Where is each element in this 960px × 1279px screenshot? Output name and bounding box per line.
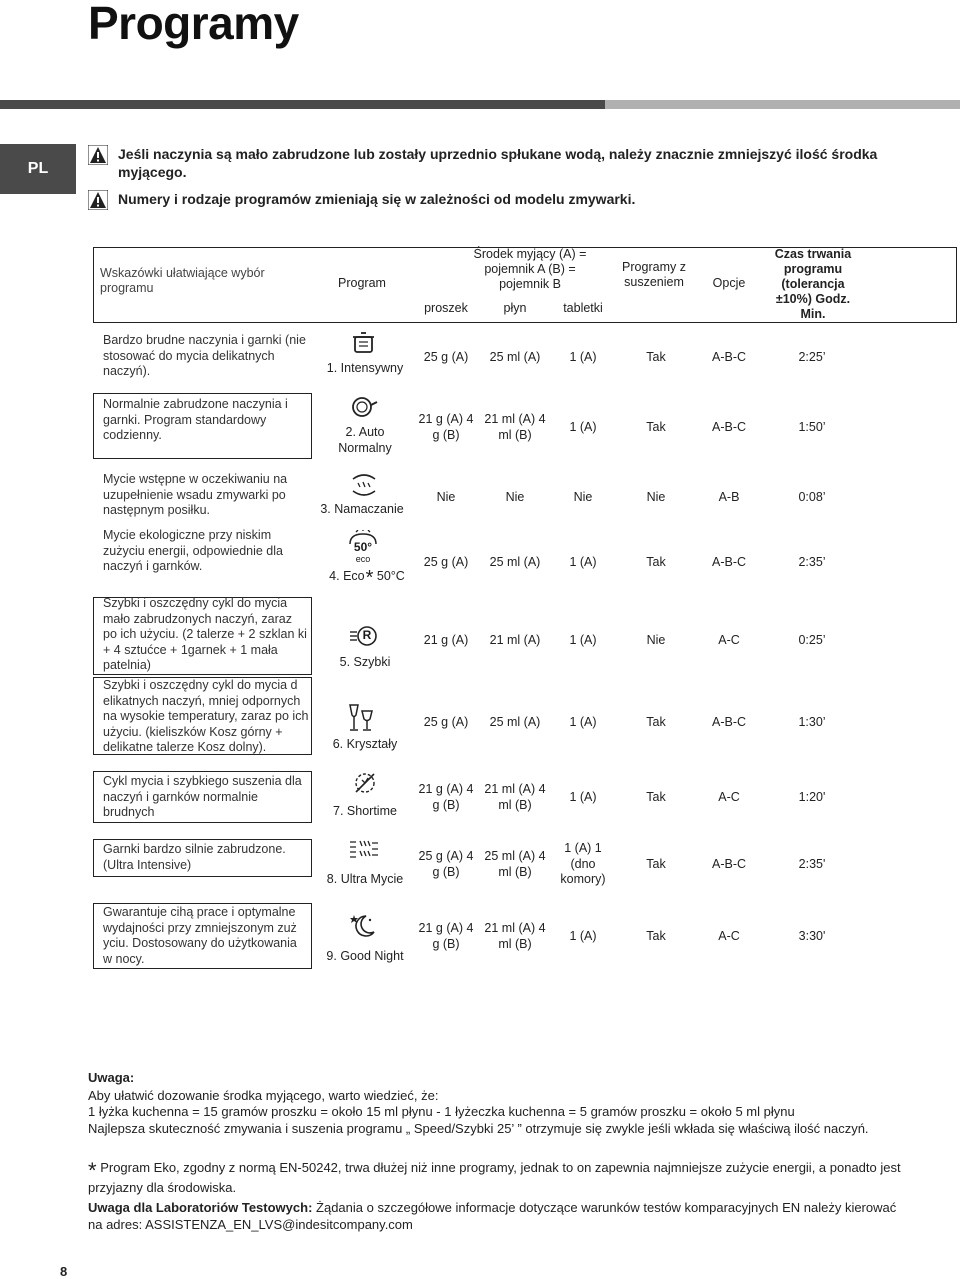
row-5-options: A-C xyxy=(718,633,740,647)
row-7-duration: 1:20' xyxy=(798,790,826,804)
warning-icon xyxy=(88,190,108,210)
rapid-icon xyxy=(349,624,379,648)
page-number: 8 xyxy=(60,1264,68,1279)
pan-icon xyxy=(350,395,378,419)
row-6-hint: Szybki i oszczędny cykl do mycia d elikatnych naczyń, mniej odpornych na wysokie temperatury, zaraz po ich użyciu. (kieliszków Kosz górny + delikatne talerze Kosz dolny). xyxy=(103,678,309,754)
row-4-program-temp: 50°C xyxy=(376,569,405,583)
row-3-program: 3. Namaczanie xyxy=(320,502,404,516)
soak-icon xyxy=(350,473,378,497)
uwaga-title: Uwaga: xyxy=(88,1070,135,1085)
note-line-2: 1 łyżka kuchenna = 15 gramów proszku = około 15 ml płynu - 1 łyżeczka kuchenna = 5 gramów proszku = około 5 ml płynu xyxy=(88,1104,795,1119)
eco-note-text: Program Eko, zgodny z normą EN-50242, trwa dłużej niż inne programy, jednak to on zapewnia najmniejsze zużycie energii, a ponadto jest przyjazny dla środowiska. xyxy=(88,1160,901,1195)
row-4-tablets: 1 (A) xyxy=(569,555,597,569)
warning-2 xyxy=(88,190,898,208)
row-1-program: 1. Intensywny xyxy=(326,361,404,375)
row-4-powder: 25 g (A) xyxy=(423,555,469,569)
eco-50-icon xyxy=(346,530,380,570)
row-3-duration: 0:08’ xyxy=(798,490,826,504)
row-2-liquid: 21 ml (A) 4 ml (B) xyxy=(484,412,546,442)
row-6-options: A-B-C xyxy=(711,715,747,729)
shortime-icon xyxy=(350,770,380,796)
lab-note-text: Żądania o szczegółowe informacje dotyczące warunków testów komparacyjnych EN należy kierować na adres: ASSISTENZA_EN_LVS@indesitcompany.com xyxy=(88,1200,897,1232)
moon-icon xyxy=(348,912,378,940)
ultra-wash-icon xyxy=(348,838,380,864)
row-2-program: 2. Auto Normalny xyxy=(338,425,392,455)
row-1-powder: 25 g (A) xyxy=(423,350,469,364)
row-7-options: A-C xyxy=(718,790,740,804)
row-5-drying: Nie xyxy=(646,633,666,647)
header-rule-light xyxy=(605,100,960,109)
header-liquid: płyn xyxy=(503,301,527,315)
row-3-drying: Nie xyxy=(646,490,666,504)
row-5-hint: Szybki i oszczędny cykl do mycia mało zabrudzonych naczyń, zaraz po ich użyciu. (2 talerze + 2 szklan ki + 4 sztućce + 1garnek + 1 mała patelnia) xyxy=(103,596,307,672)
row-8-duration: 2:35' xyxy=(798,857,826,871)
row-3-options: A-B xyxy=(718,490,740,504)
row-8-liquid: 25 ml (A) 4 ml (B) xyxy=(484,849,546,879)
row-6-liquid: 25 ml (A) xyxy=(489,715,541,729)
row-4-hint: Mycie ekologiczne przy niskim zużyciu energii, odpowiednie dla naczyń i garnków. xyxy=(103,528,283,573)
row-1-hint: Bardzo brudne naczynia i garnki (nie stosować do mycia delikatnych naczyń). xyxy=(103,333,306,378)
row-4-duration: 2:35’ xyxy=(798,555,826,569)
row-6-program: 6. Kryształy xyxy=(332,737,398,751)
warning-2-text: Numery i rodzaje programów zmieniają się w zależności od modelu zmywarki. xyxy=(118,191,636,207)
row-5-program: 5. Szybki xyxy=(339,655,391,669)
row-7-program: 7. Shortime xyxy=(333,804,397,818)
row-4-drying: Tak xyxy=(646,555,666,569)
row-4-program xyxy=(322,569,412,587)
row-6-tablets: 1 (A) xyxy=(569,715,597,729)
row-8-drying: Tak xyxy=(646,857,666,871)
row-2-tablets: 1 (A) xyxy=(569,420,597,434)
warning-icon xyxy=(88,145,108,165)
header-tablets: tabletki xyxy=(563,301,603,315)
row-6-drying: Tak xyxy=(646,715,666,729)
eco-label: eco xyxy=(355,554,371,564)
row-3-liquid: Nie xyxy=(505,490,525,504)
row-1-duration: 2:25’ xyxy=(798,350,826,364)
row-7-tablets: 1 (A) xyxy=(569,790,597,804)
row-5-tablets: 1 (A) xyxy=(569,633,597,647)
row-8-options: A-B-C xyxy=(711,857,747,871)
row-8-program: 8. Ultra Mycie xyxy=(326,872,404,886)
row-9-powder: 21 g (A) 4 g (B) xyxy=(418,921,474,951)
row-5-powder: 21 g (A) xyxy=(423,633,469,647)
warning-1-text: Jeśli naczynia są mało zabrudzone lub zostały uprzednio spłukane wodą, należy znacznie zmniejszyć ilość środka myjącego. xyxy=(118,146,878,180)
row-4-options: A-B-C xyxy=(711,555,747,569)
row-8-tablets: 1 (A) 1 (dno komory) xyxy=(560,841,606,886)
row-7-hint: Cykl mycia i szybkiego suszenia dla naczyń i garnków normalnie brudnych xyxy=(103,774,302,819)
note-line-3: Najlepsza skuteczność zmywania i suszenia programu „ Speed/Szybki 25’ ” otrzymuje się zwykle jeśli wkłada się właściwą ilość naczyń. xyxy=(88,1121,869,1136)
row-9-duration: 3:30' xyxy=(798,929,826,943)
header-drying: Programy z suszeniem xyxy=(622,260,686,289)
row-6-duration: 1:30’ xyxy=(798,715,826,729)
row-7-liquid: 21 ml (A) 4 ml (B) xyxy=(484,782,546,812)
row-2-powder: 21 g (A) 4 g (B) xyxy=(418,412,474,442)
header-rule-dark xyxy=(0,100,605,109)
row-5-duration: 0:25’ xyxy=(798,633,826,647)
row-3-tablets: Nie xyxy=(573,490,593,504)
row-9-options: A-C xyxy=(718,929,740,943)
row-2-hint: Normalnie zabrudzone naczynia i garnki. Program standardowy codzienny. xyxy=(103,397,288,442)
row-7-powder: 21 g (A) 4 g (B) xyxy=(418,782,474,812)
row-8-hint: Garnki bardzo silnie zabrudzone. (Ultra Intensive) xyxy=(103,842,286,872)
header-program: Program xyxy=(338,276,386,290)
row-6-powder: 25 g (A) xyxy=(423,715,469,729)
row-9-program: 9. Good Night xyxy=(326,949,404,963)
row-9-hint: Gwarantuje cihą prace i optymalne wydajności przy zmniejszonym zuż yciu. Dostosowany do użytkowania w nocy. xyxy=(103,905,297,966)
row-1-tablets: 1 (A) xyxy=(569,350,597,364)
note-line-1: Aby ułatwić dozowanie środka myjącego, warto wiedzieć, że: xyxy=(88,1088,439,1103)
row-2-duration: 1:50’ xyxy=(798,420,826,434)
warning-1 xyxy=(88,145,898,181)
header-hint: Wskazówki ułatwiające wybór programu xyxy=(100,266,265,295)
eco-temp-label: 50° xyxy=(353,540,373,554)
eco-asterisk: * xyxy=(365,567,374,589)
row-8-powder: 25 g (A) 4 g (B) xyxy=(418,849,474,879)
row-9-drying: Tak xyxy=(646,929,666,943)
row-9-liquid: 21 ml (A) 4 ml (B) xyxy=(484,921,546,951)
eco-note xyxy=(88,1160,908,1196)
pot-icon xyxy=(351,330,377,356)
row-3-powder: Nie xyxy=(436,490,456,504)
row-2-options: A-B-C xyxy=(711,420,747,434)
header-options: Opcje xyxy=(712,276,746,290)
row-4-liquid: 25 ml (A) xyxy=(489,555,541,569)
row-5-liquid: 21 ml (A) xyxy=(489,633,541,647)
row-1-liquid: 25 ml (A) xyxy=(489,350,541,364)
page-title: Programy xyxy=(88,0,299,49)
eco-note-star: * xyxy=(88,1158,97,1183)
row-2-drying: Tak xyxy=(646,420,666,434)
row-9-tablets: 1 (A) xyxy=(569,929,597,943)
lab-note xyxy=(88,1200,908,1233)
row-1-options: A-B-C xyxy=(711,350,747,364)
header-powder: proszek xyxy=(424,301,468,315)
header-duration: Czas trwania programu (tolerancja ±10%) Godz. Min. xyxy=(774,247,852,321)
rapid-label: R xyxy=(362,628,372,642)
language-tab: PL xyxy=(0,144,76,194)
lab-note-title: Uwaga dla Laboratoriów Testowych: xyxy=(88,1200,313,1215)
row-3-hint: Mycie wstępne w oczekiwaniu na uzupełnienie wsadu zmywarki po następnym posiłku. xyxy=(103,472,288,517)
row-4-program-name: 4. Eco xyxy=(329,569,365,583)
row-1-drying: Tak xyxy=(646,350,666,364)
header-detergent: Środek myjący (A) = pojemnik A (B) = pojemnik B xyxy=(473,247,587,291)
row-7-drying: Tak xyxy=(646,790,666,804)
glass-icon xyxy=(346,703,378,733)
